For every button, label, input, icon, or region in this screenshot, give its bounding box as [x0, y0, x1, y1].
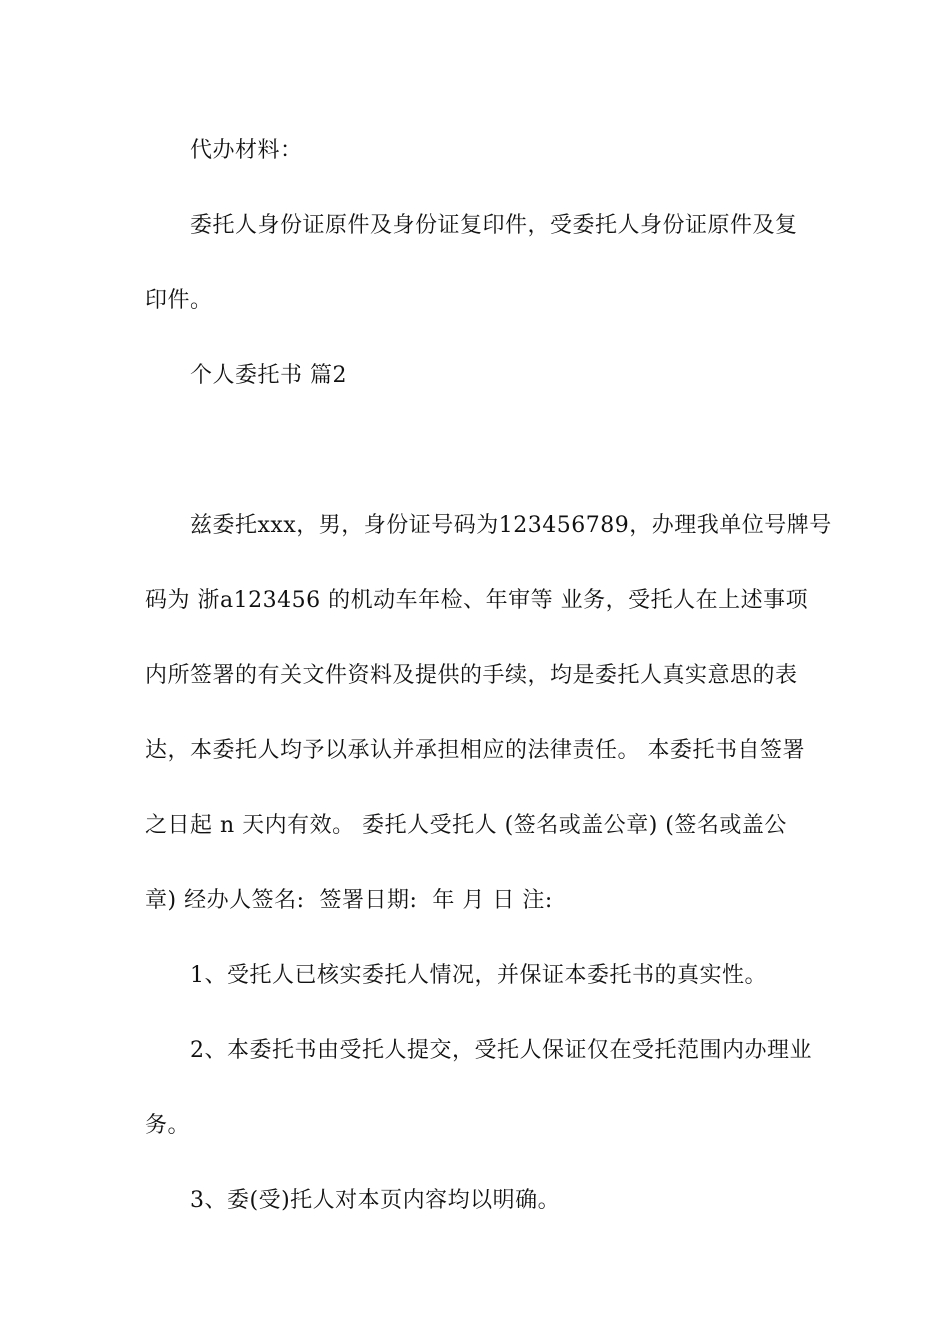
body-line-5: 之日起 n 天内有效。 委托人受托人 (签名或盖公章) (签名或盖公 [145, 813, 787, 838]
note-item-3: 3、委(受)托人对本页内容均以明确。 [190, 1188, 561, 1213]
body-line-1: 兹委托xxx，男，身份证号码为123456789，办理我单位号牌号 [190, 513, 832, 538]
body-line-6: 章) 经办人签名: 签署日期: 年 月 日 注: [145, 888, 553, 913]
section-title: 个人委托书 篇2 [190, 363, 347, 388]
body-line-4: 达，本委托人均予以承认并承担相应的法律责任。 本委托书自签署 [145, 738, 805, 763]
materials-text-line-2: 印件。 [145, 288, 213, 313]
note-item-2-line-1: 2、本委托书由受托人提交，受托人保证仅在受托范围内办理业 [190, 1038, 812, 1063]
body-line-3: 内所签署的有关文件资料及提供的手续，均是委托人真实意思的表 [145, 663, 798, 688]
materials-heading: 代办材料： [190, 138, 303, 163]
body-line-2: 码为 浙a123456 的机动车年检、年审等 业务，受托人在上述事项 [145, 588, 809, 613]
note-item-1: 1、受托人已核实委托人情况，并保证本委托书的真实性。 [190, 963, 767, 988]
note-item-2-line-2: 务。 [145, 1113, 191, 1138]
materials-text-line-1: 委托人身份证原件及身份证复印件，受委托人身份证原件及复 [190, 213, 798, 238]
